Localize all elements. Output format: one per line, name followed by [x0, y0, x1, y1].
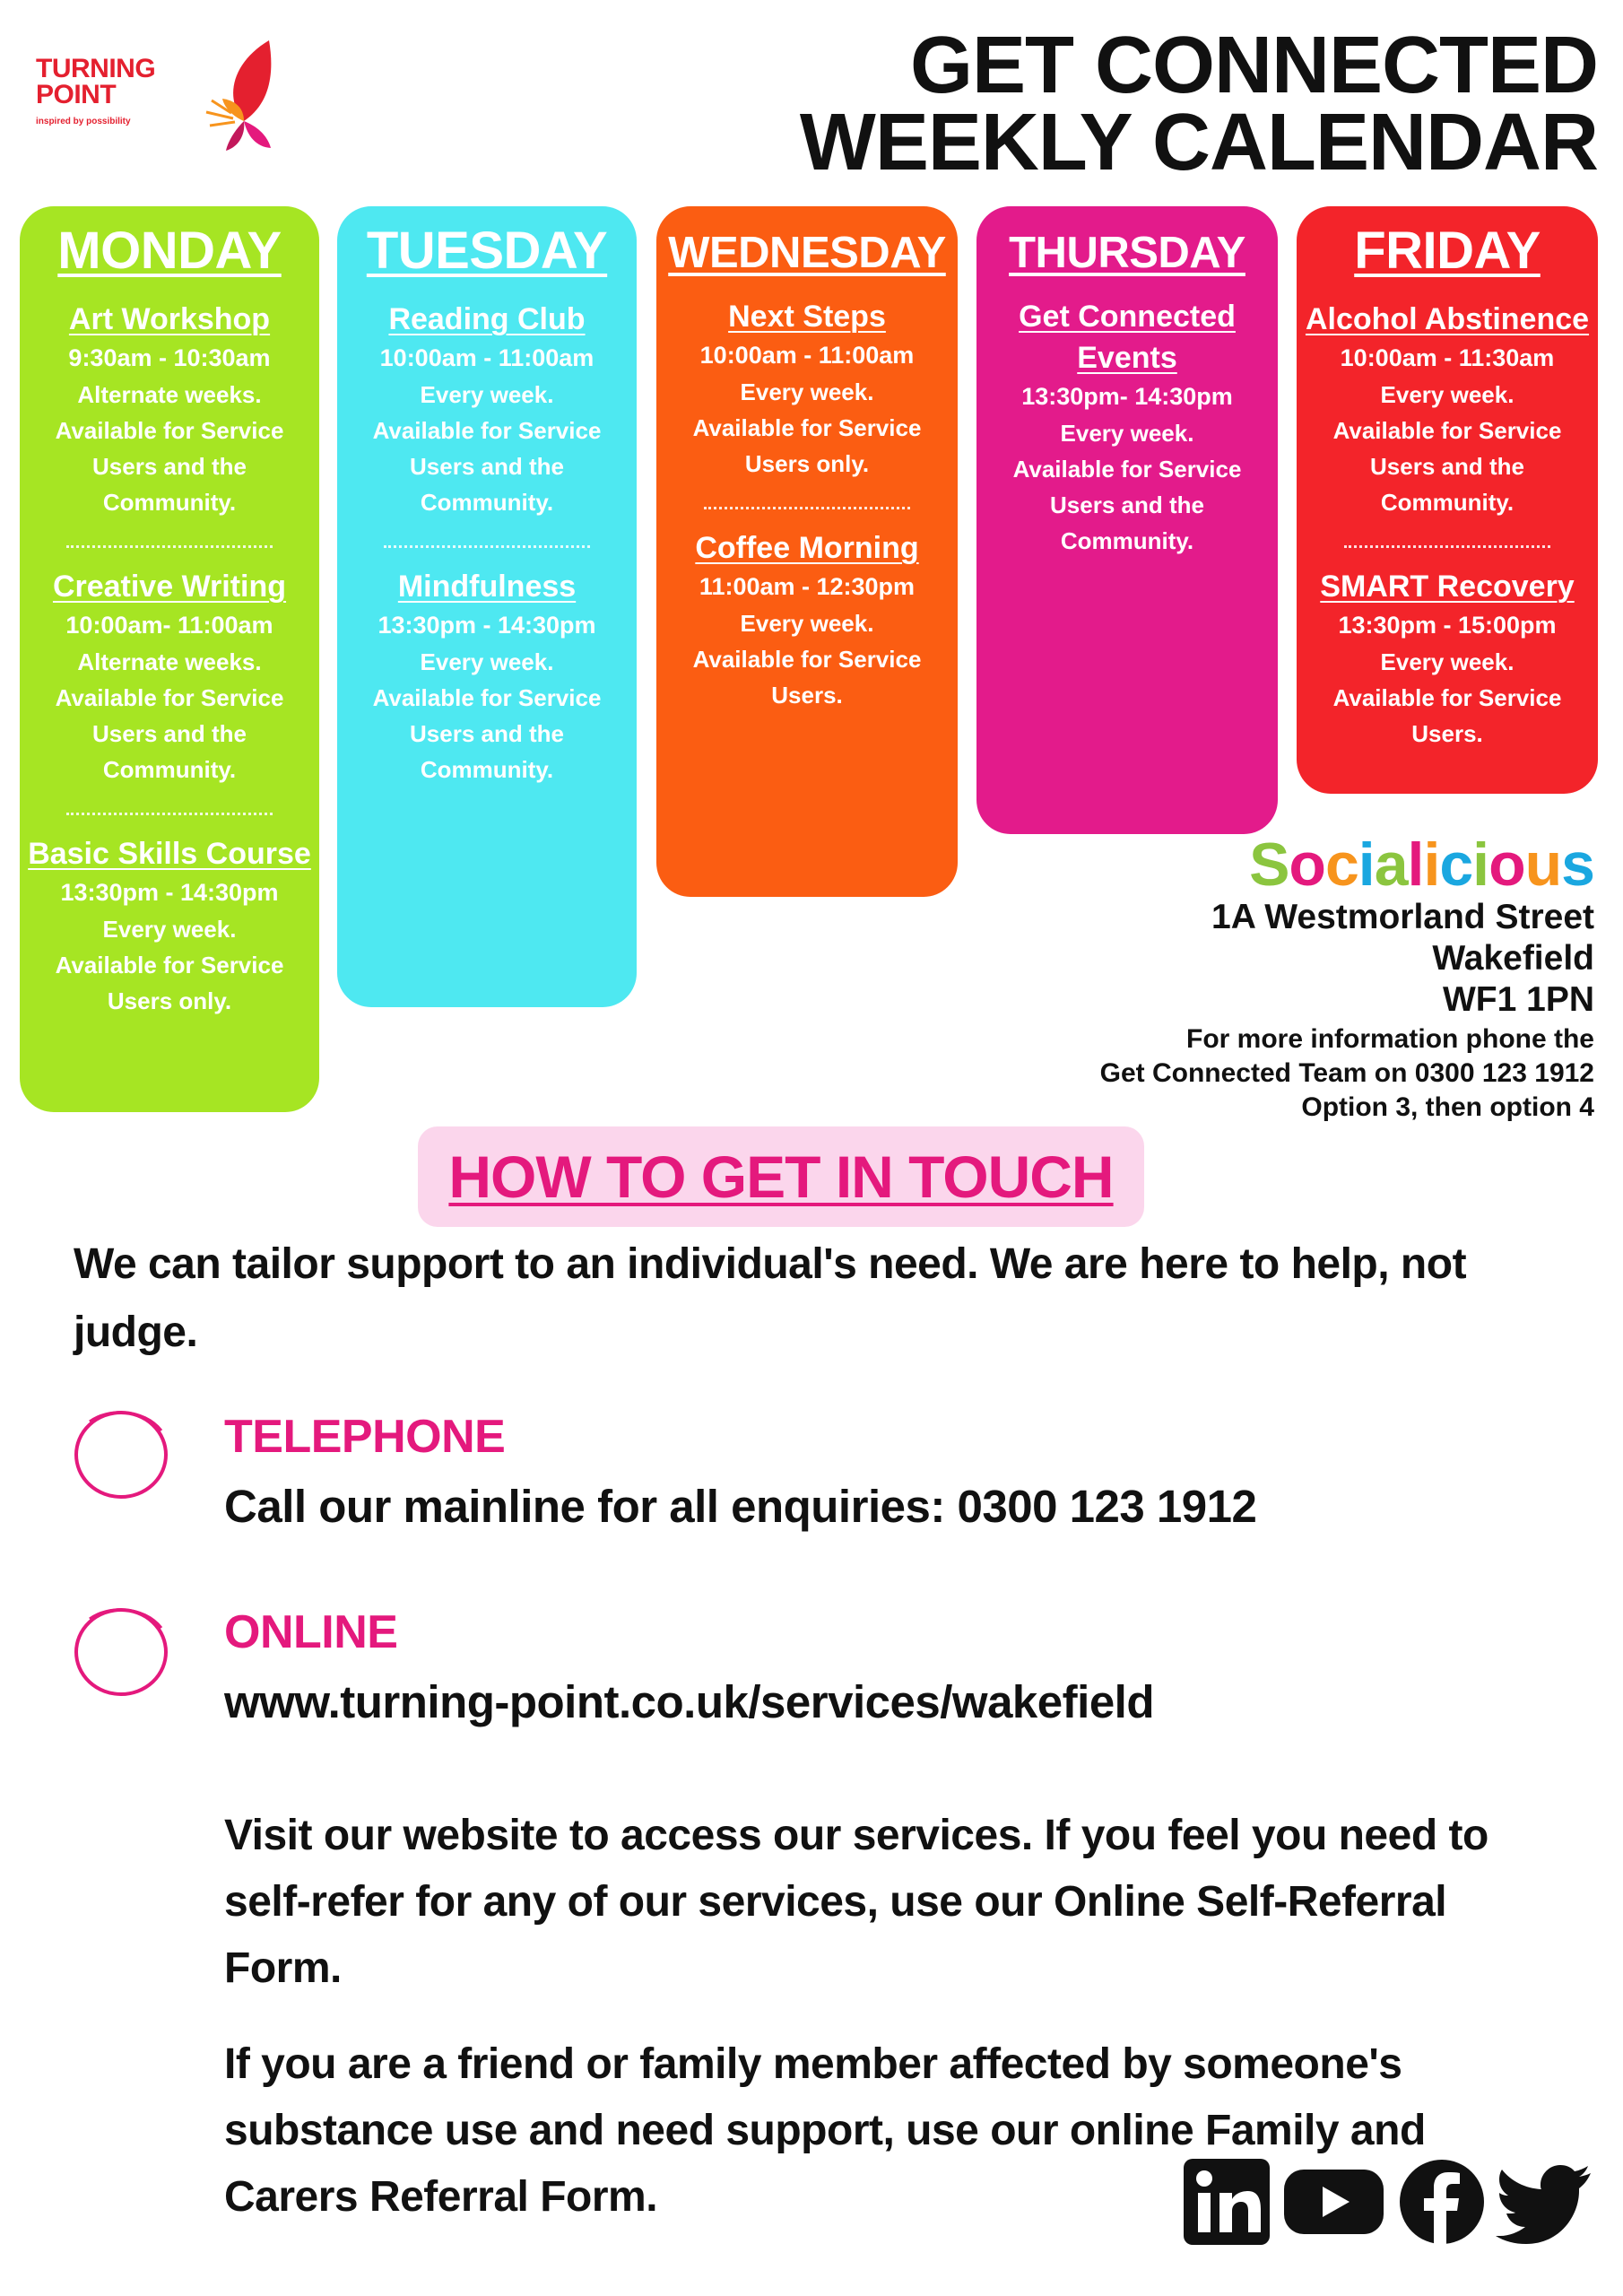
logo-line1: TURNING [36, 54, 156, 83]
family-referral-paragraph: If you are a friend or family member affected by someone's substance use and need support, use our online Family and Carers Referral Form. [224, 2040, 1426, 2221]
event-item [20, 566, 319, 787]
title-line2: WEEKLY CALENDAR [799, 98, 1598, 187]
facebook-icon[interactable] [1397, 2157, 1487, 2247]
event-description: Every week. Available for Service Users only. [692, 378, 922, 477]
socialicious-logo [1249, 830, 1594, 900]
address-line: WF1 1PN [1442, 980, 1594, 1019]
online-heading: ONLINE [224, 1606, 398, 1658]
event-time: 9:30am - 10:30am [68, 344, 271, 371]
event-title: Coffee Morning [695, 531, 919, 565]
info-line: For more information phone the [1186, 1024, 1594, 1054]
event-title: Basic Skills Course [28, 837, 311, 871]
circle-bullet-icon [72, 1404, 170, 1502]
youtube-icon[interactable] [1282, 2157, 1385, 2247]
event-time: 11:00am - 12:30pm [699, 573, 916, 600]
venue-address [1211, 897, 1594, 1021]
day-card-monday [20, 206, 319, 1112]
telephone-heading: TELEPHONE [224, 1411, 506, 1463]
intro-text: We can tailor support to an individual's need. We are here to help, not judge. [74, 1240, 1467, 1356]
event-title-line2: Events [1077, 341, 1177, 375]
website-link[interactable]: www.turning-point.co.uk/services/wakefield [224, 1676, 1155, 1727]
day-card-thursday [976, 206, 1278, 834]
turning-point-logo [36, 36, 269, 144]
event-divider [1344, 545, 1550, 548]
day-heading: THURSDAY [1009, 229, 1245, 277]
event-item [20, 833, 319, 1019]
logo-tagline: inspired by possibility [36, 117, 131, 126]
address-line: Wakefield [1432, 939, 1594, 978]
event-description: Every week. Available for Service Users and the Community. [1332, 381, 1562, 516]
event-title: SMART Recovery [1320, 570, 1575, 604]
event-item [20, 299, 319, 520]
day-heading: TUESDAY [366, 222, 608, 280]
how-to-get-in-touch-banner [418, 1126, 1144, 1227]
day-card-wednesday [656, 206, 958, 897]
logo-line2: POINT [36, 80, 117, 109]
event-title: Alcohol Abstinence [1305, 302, 1590, 336]
event-title: Art Workshop [68, 302, 271, 336]
event-time: 13:30pm - 14:30pm [378, 612, 596, 639]
event-item [337, 299, 637, 520]
event-description: Every week. Available for Service Users and the Community. [372, 381, 602, 516]
butterfly-logo-icon [170, 36, 296, 152]
event-item [656, 527, 958, 713]
title-line1: GET CONNECTED [909, 21, 1598, 110]
event-divider [704, 507, 910, 509]
event-time: 10:00am - 11:00am [379, 344, 595, 371]
event-description: Every week. Available for Service Users and the Community. [372, 648, 602, 783]
day-card-tuesday [337, 206, 637, 1007]
info-line: Option 3, then option 4 [1301, 1092, 1594, 1122]
socialicious-wordmark: Socialicious [1249, 831, 1594, 899]
event-item [1297, 299, 1598, 520]
event-title-line1: Get Connected [1019, 300, 1236, 334]
event-divider [66, 813, 273, 815]
page-title [799, 21, 1598, 187]
day-heading: MONDAY [57, 222, 282, 280]
event-item [976, 296, 1278, 559]
event-description: Alternate weeks. Available for Service Users and the Community. [55, 648, 284, 783]
event-time: 13:30pm - 14:30pm [60, 879, 279, 906]
self-referral-paragraph: Visit our website to access our services. If you feel you need to self-refer for any of our services, use our Online Self-Referral Form. [224, 1812, 1488, 1992]
info-line: Get Connected Team on 0300 123 1912 [1099, 1058, 1594, 1088]
event-description: Alternate weeks. Available for Service Users and the Community. [55, 381, 284, 516]
event-time: 10:00am - 11:00am [699, 342, 915, 369]
event-item [337, 566, 637, 787]
event-description: Every week. Available for Service Users only. [55, 916, 284, 1014]
phone-info [1100, 1022, 1594, 1125]
day-heading: FRIDAY [1354, 222, 1541, 280]
event-time: 13:30pm- 14:30pm [1021, 383, 1233, 410]
circle-bullet-icon [72, 1601, 170, 1700]
day-heading: WEDNESDAY [668, 229, 946, 277]
address-line: 1A Westmorland Street [1211, 898, 1594, 936]
linkedin-icon[interactable] [1182, 2157, 1271, 2247]
section-heading: HOW TO GET IN TOUCH [448, 1144, 1114, 1210]
event-time: 10:00am- 11:00am [65, 612, 273, 639]
event-title: Reading Club [388, 302, 586, 336]
event-time: 10:00am - 11:30am [1340, 344, 1555, 371]
event-description: Every week. Available for Service Users and the Community. [1012, 420, 1242, 554]
twitter-icon[interactable] [1496, 2157, 1594, 2247]
event-title: Next Steps [728, 300, 886, 334]
event-divider [66, 545, 273, 548]
event-divider [384, 545, 590, 548]
telephone-text: Call our mainline for all enquiries: 0300 123 1912 [224, 1481, 1257, 1532]
event-time: 13:30pm - 15:00pm [1338, 612, 1557, 639]
event-item [1297, 566, 1598, 752]
event-title: Creative Writing [52, 570, 287, 604]
event-item [656, 296, 958, 482]
event-description: Every week. Available for Service Users. [1332, 648, 1562, 747]
event-title: Mindfulness [397, 570, 577, 604]
event-description: Every week. Available for Service Users. [692, 610, 922, 709]
day-card-friday [1297, 206, 1598, 794]
logo-wordmark [36, 56, 155, 108]
